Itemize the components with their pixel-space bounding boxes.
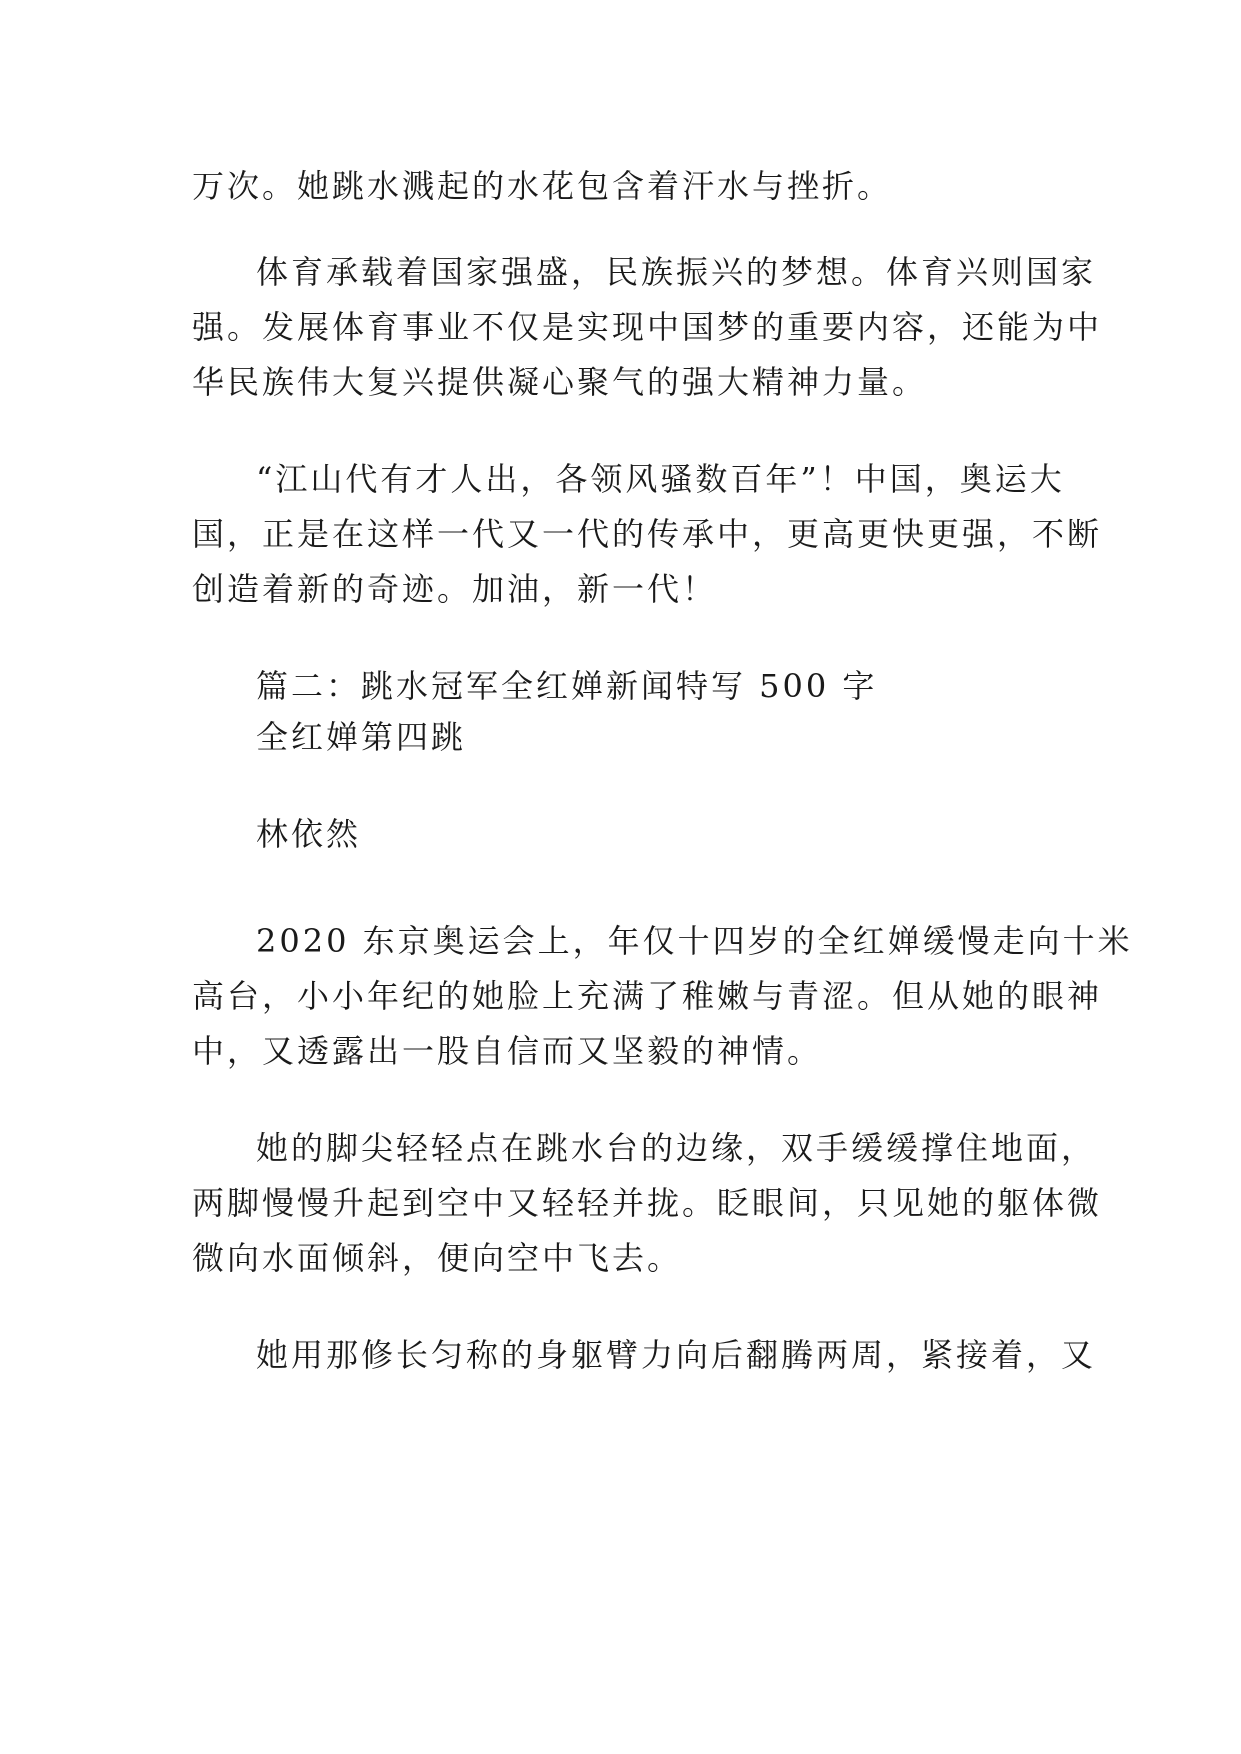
paragraph-line: 两脚慢慢升起到空中又轻轻并拢。眨眼间，只见她的躯体微 [192, 1184, 1103, 1222]
author-name: 林依然 [256, 815, 362, 853]
paragraph-line: 强。发展体育事业不仅是实现中国梦的重要内容，还能为中 [192, 308, 1103, 346]
paragraph-line: “江山代有才人出，各领风骚数百年”！中国，奥运大 [256, 460, 1065, 498]
paragraph-line: 微向水面倾斜，便向空中飞去。 [192, 1239, 683, 1277]
paragraph-line: 她的脚尖轻轻点在跳水台的边缘，双手缓缓撑住地面， [256, 1129, 1097, 1167]
article-title: 全红婵第四跳 [256, 718, 467, 756]
paragraph-line: 2020 东京奥运会上，年仅十四岁的全红婵缓慢走向十米 [256, 922, 1133, 960]
paragraph-line: 她用那修长匀称的身躯臂力向后翻腾两周，紧接着，又 [256, 1336, 1097, 1374]
paragraph-line: 体育承载着国家强盛，民族振兴的梦想。体育兴则国家 [256, 253, 1097, 291]
paragraph-line: 高台，小小年纪的她脸上充满了稚嫩与青涩。但从她的眼神 [192, 977, 1103, 1015]
paragraph-line: 万次。她跳水溅起的水花包含着汗水与挫折。 [192, 167, 893, 205]
section-heading: 篇二：跳水冠军全红婵新闻特写 500 字 [256, 667, 878, 705]
paragraph-line: 创造着新的奇迹。加油，新一代！ [192, 570, 718, 608]
paragraph-line: 国，正是在这样一代又一代的传承中，更高更快更强，不断 [192, 515, 1103, 553]
paragraph-line: 华民族伟大复兴提供凝心聚气的强大精神力量。 [192, 363, 928, 401]
paragraph-line: 中，又透露出一股自信而又坚毅的神情。 [192, 1032, 823, 1070]
